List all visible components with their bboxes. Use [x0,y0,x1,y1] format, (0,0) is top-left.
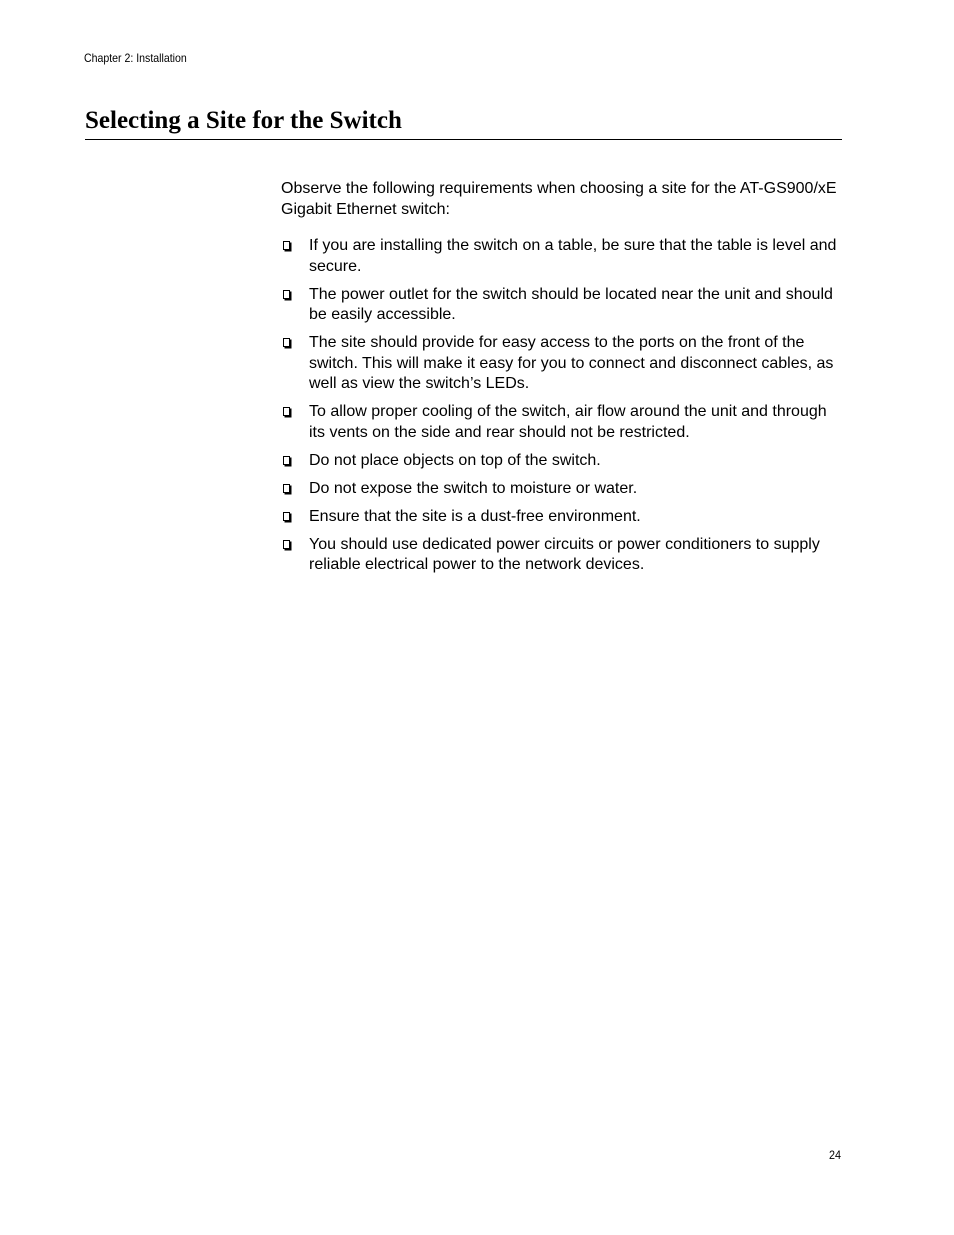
list-item-text: The power outlet for the switch should be located near the unit and should be easily accessible. [309,285,833,323]
checkbox-square-icon [283,407,290,416]
checkbox-square-icon [283,290,290,299]
list-item-text: You should use dedicated power circuits or power conditioners to supply reliable electrical power to the network devices. [309,535,820,573]
title-rule [85,139,842,140]
checkbox-square-icon [283,512,290,521]
list-item-text: If you are installing the switch on a table, be sure that the table is level and secure. [309,237,837,275]
requirements-list [281,236,843,583]
list-item [281,333,843,395]
list-item-text: The site should provide for easy access to the ports on the front of the switch. This will make it easy for you to connect and disconnect cables, as well as view the switch’s LEDs. [309,334,834,392]
list-item [281,236,843,277]
checkbox-square-icon [283,241,290,250]
checkbox-square-icon [283,540,290,549]
intro-paragraph: Observe the following requirements when choosing a site for the AT-GS900/xE Gigabit Ethernet switch: [281,180,837,218]
list-item-text: Do not expose the switch to moisture or water. [309,479,638,497]
checkbox-square-icon [283,484,290,493]
page-number: 24 [828,1148,841,1162]
list-item-text: Ensure that the site is a dust-free environment. [309,507,641,525]
section-title: Selecting a Site for the Switch [85,107,402,134]
list-item [281,285,843,326]
checkbox-square-icon [283,456,290,465]
list-item [281,479,843,500]
list-item [281,507,843,528]
list-item-text: To allow proper cooling of the switch, air flow around the unit and through its vents on the side and rear should not be restricted. [309,403,827,441]
list-item [281,451,843,472]
list-item [281,535,843,576]
checkbox-square-icon [283,338,290,347]
running-header: Chapter 2: Installation [84,51,187,65]
list-item [281,402,843,443]
list-item-text: Do not place objects on top of the switch. [309,451,601,469]
